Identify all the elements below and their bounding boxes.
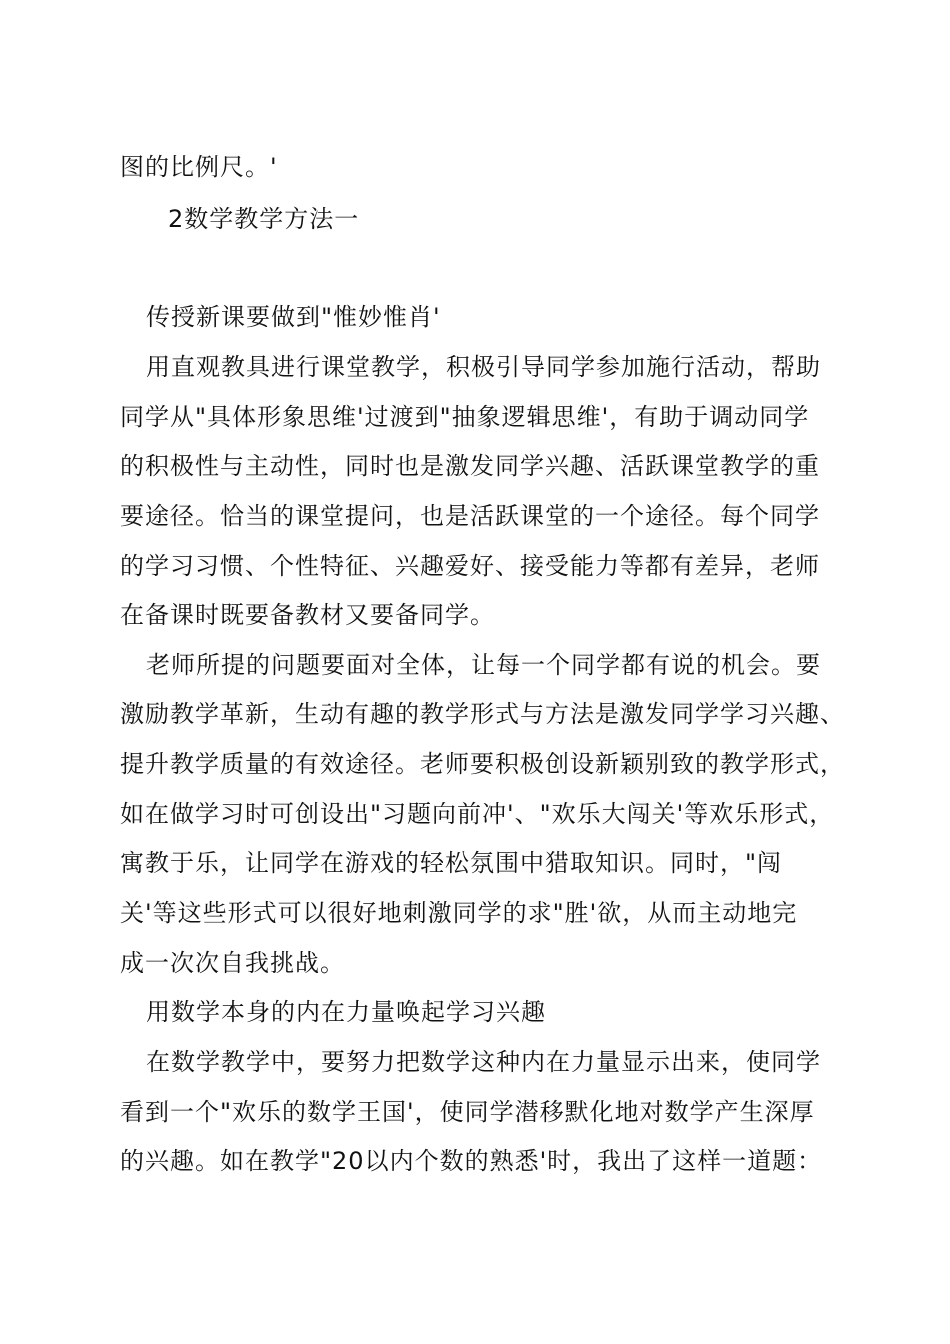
text-line: 在备课时既要备教材又要备同学。 (120, 601, 495, 629)
text-line: 激励教学革新，生动有趣的教学形式与方法是激发同学学习兴趣、 (120, 700, 845, 728)
text-line: 要途径。恰当的课堂提问，也是活跃课堂的一个途径。每个同学 (120, 502, 820, 530)
text-line: 的积极性与主动性，同时也是激发同学兴趣、活跃课堂教学的重 (120, 452, 820, 480)
text-line: 关'等这些形式可以很好地刺激同学的求"胜'欲，从而主动地完 (120, 899, 798, 927)
text-line: 看到一个"欢乐的数学王国'，使同学潜移默化地对数学产生深厚 (120, 1098, 815, 1126)
text-line: 如在做学习时可创设出"习题向前冲'、"欢乐大闯关'等欢乐形式， (120, 800, 835, 828)
subheading: 用数学本身的内在力量唤起学习兴趣 (146, 998, 546, 1026)
text-line: 的学习习惯、个性特征、兴趣爱好、接受能力等都有差异，老师 (120, 552, 820, 580)
text-line: 成一次次自我挑战。 (120, 949, 345, 977)
text-line: 老师所提的问题要面对全体，让每一个同学都有说的机会。要 (146, 651, 821, 679)
text-line: 寓教于乐，让同学在游戏的轻松氛围中猎取知识。同时，"闯 (120, 849, 783, 877)
section-heading: 2数学教学方法一 (168, 205, 360, 233)
text-line: 的兴趣。如在教学"20以内个数的熟悉'时，我出了这样一道题： (120, 1147, 823, 1175)
subheading: 传授新课要做到"惟妙惟肖' (146, 303, 441, 331)
text-line: 在数学教学中，要努力把数学这种内在力量显示出来，使同学 (146, 1048, 821, 1076)
text-line: 提升教学质量的有效途径。老师要积极创设新颖别致的教学形式， (120, 750, 845, 778)
text-line: 图的比例尺。' (120, 153, 278, 181)
text-line: 用直观教具进行课堂教学，积极引导同学参加施行活动，帮助 (146, 353, 821, 381)
text-line: 同学从"具体形象思维'过渡到"抽象逻辑思维'，有助于调动同学 (120, 403, 810, 431)
